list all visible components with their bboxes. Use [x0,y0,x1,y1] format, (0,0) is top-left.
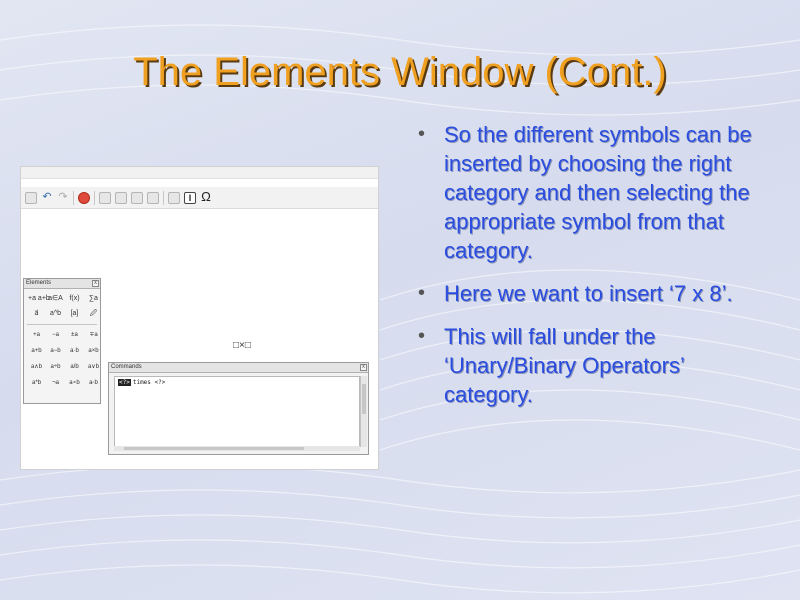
close-icon[interactable]: x [362,364,365,370]
commands-panel [108,362,369,455]
toolbar-separator [73,191,74,205]
panel-divider [27,324,97,325]
horizontal-scrollbar[interactable] [114,446,360,451]
close-icon[interactable]: x [94,280,97,286]
bullet-marker: • [418,282,426,304]
elements-panel-header [24,279,100,289]
commands-input[interactable] [114,376,360,447]
category-button[interactable]: 🖉 [89,310,98,317]
operator-button[interactable]: a÷b [50,364,61,370]
elements-panel [23,278,101,404]
vertical-scrollbar[interactable] [360,376,367,447]
slide-title: The Elements Window (Cont.) [133,50,667,94]
operator-button[interactable]: a/b [70,364,79,370]
bullet-list [418,120,773,423]
bullet-item [418,120,773,265]
undo-icon[interactable]: ↶ [42,190,52,203]
formula-preview: □×□ [233,340,251,351]
category-button[interactable]: a^b [49,310,62,317]
elements-panel-title: Elements [26,280,52,286]
scroll-thumb[interactable] [362,384,366,414]
commands-panel-header [109,363,368,373]
operator-button[interactable]: a∘b [69,380,80,386]
zoom-in-icon[interactable] [99,192,111,204]
redo-icon[interactable]: ↷ [58,190,68,203]
window-top-strip [21,167,378,179]
paste-icon[interactable] [25,192,37,204]
math-toolbar [21,187,378,209]
placeholder-cursor: <?> [119,379,130,386]
toolbar-separator [94,191,95,205]
category-button[interactable]: f(x) [69,295,80,302]
category-grid [24,289,100,320]
formula-cursor-icon[interactable]: I [184,192,196,204]
show-all-icon[interactable] [131,192,143,204]
category-button[interactable]: a⃗ [34,310,39,317]
zoom-out-icon[interactable] [115,192,127,204]
operator-button[interactable]: ∓a [89,332,98,338]
operator-button[interactable]: a×b [88,348,99,354]
operator-button[interactable]: a·b [70,348,79,354]
operator-button[interactable]: −a [52,332,59,338]
bullet-item [418,322,773,409]
bullet-item [418,279,773,308]
operator-button[interactable]: +a [33,332,40,338]
category-button[interactable]: a∈A [48,295,63,302]
operator-button[interactable]: ¬a [52,380,59,386]
operator-button[interactable]: a◦b [89,380,98,386]
zoom-icon[interactable] [147,192,159,204]
toolbar-separator [163,191,164,205]
category-button[interactable]: [a] [70,310,79,317]
bullet-text: So the different symbols can be inserted by choosing the right category and then selecting the appropriate symbol from that category. [444,122,752,263]
operator-button[interactable]: ±a [71,332,78,338]
bullet-marker: • [418,325,426,347]
bullet-text: This will fall under the ‘Unary/Binary Operators’ category. [444,324,685,407]
operator-button[interactable]: a+b [31,348,42,354]
bullet-marker: • [418,123,426,145]
operator-button[interactable]: a∧b [30,364,43,370]
operator-button[interactable]: a*b [31,380,41,386]
operator-button[interactable]: a∨b [87,364,100,370]
category-button[interactable]: ∑a [89,295,98,302]
command-text: times <?> [132,379,166,386]
operator-button[interactable]: a−b [50,348,61,354]
commands-panel-title: Commands [111,364,142,370]
update-icon[interactable] [168,192,180,204]
symbols-icon[interactable]: Ω [201,188,211,204]
help-icon[interactable] [78,192,90,204]
operator-grid [24,328,100,389]
category-button[interactable]: +a a+b [28,295,50,302]
bullet-text: Here we want to insert ‘7 x 8’. [444,281,733,306]
scroll-thumb[interactable] [124,447,304,450]
